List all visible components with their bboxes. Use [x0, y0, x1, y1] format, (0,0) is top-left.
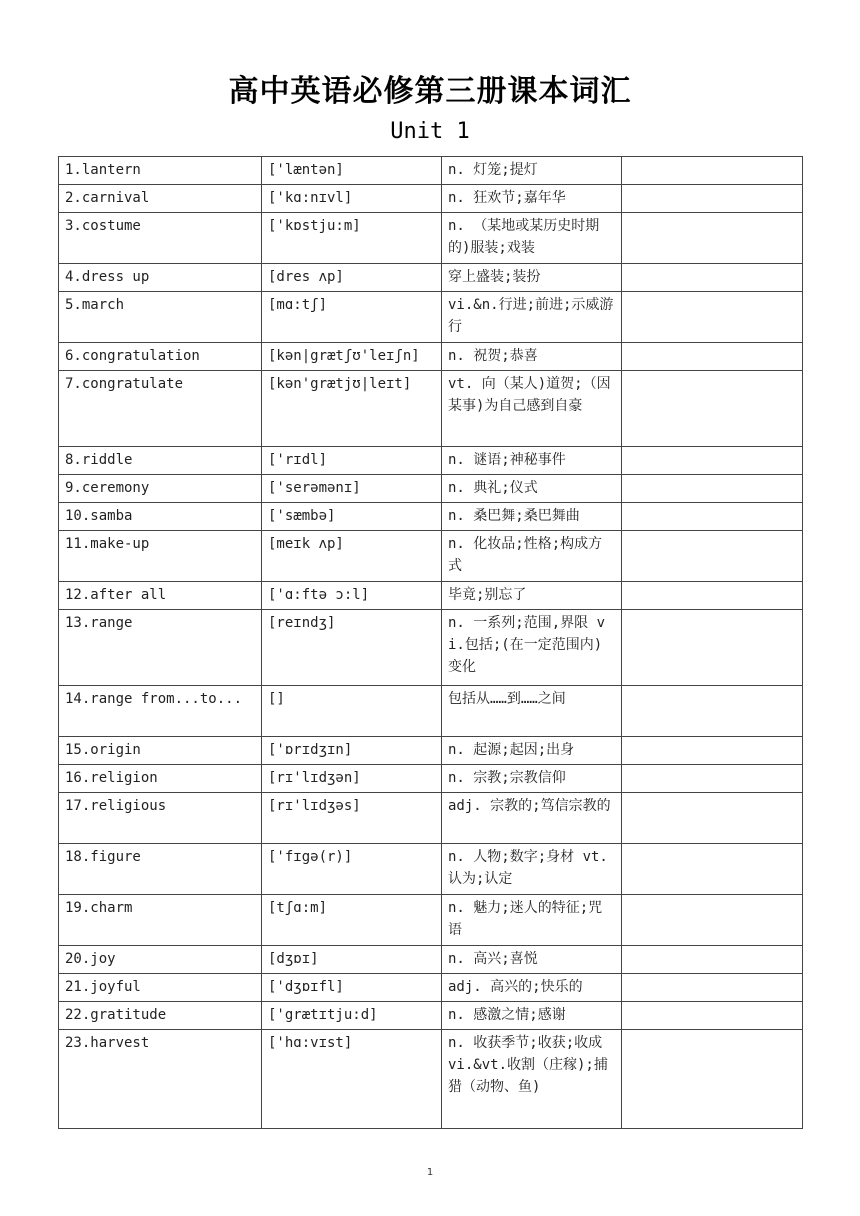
phonetic-cell: [rɪ'lɪdʒəs]	[262, 793, 442, 844]
phonetic-cell: ['kɑ:nɪvl]	[262, 185, 442, 213]
phonetic-cell: ['dʒɒɪfl]	[262, 974, 442, 1002]
word-cell: 21.joyful	[59, 974, 262, 1002]
table-row	[59, 895, 803, 946]
phonetic-cell: ['kɒstju:m]	[262, 213, 442, 264]
word-cell: 17.religious	[59, 793, 262, 844]
meaning-cell: n. 高兴;喜悦	[442, 946, 622, 974]
word-cell: 15.origin	[59, 737, 262, 765]
word-cell: 12.after all	[59, 582, 262, 610]
notes-cell	[622, 1030, 803, 1129]
table-row	[59, 737, 803, 765]
table-row	[59, 844, 803, 895]
phonetic-cell: [rɪ'lɪdʒən]	[262, 765, 442, 793]
phonetic-cell: ['serəmənɪ]	[262, 475, 442, 503]
vocabulary-table-body	[59, 157, 803, 1129]
meaning-cell: n. 灯笼;提灯	[442, 157, 622, 185]
meaning-cell: n. （某地或某历史时期的)服装;戏装	[442, 213, 622, 264]
phonetic-cell: [dres ʌp]	[262, 264, 442, 292]
table-row	[59, 793, 803, 844]
phonetic-cell: ['hɑ:vɪst]	[262, 1030, 442, 1129]
meaning-cell: n. 典礼;仪式	[442, 475, 622, 503]
notes-cell	[622, 946, 803, 974]
table-row	[59, 264, 803, 292]
word-cell: 5.march	[59, 292, 262, 343]
table-row	[59, 292, 803, 343]
notes-cell	[622, 264, 803, 292]
notes-cell	[622, 475, 803, 503]
table-row	[59, 503, 803, 531]
notes-cell	[622, 185, 803, 213]
phonetic-cell: ['grætɪtju:d]	[262, 1002, 442, 1030]
notes-cell	[622, 343, 803, 371]
word-cell: 7.congratulate	[59, 371, 262, 447]
notes-cell	[622, 895, 803, 946]
phonetic-cell: ['ɑ:ftə ɔ:l]	[262, 582, 442, 610]
phonetic-cell: [mɑ:tʃ]	[262, 292, 442, 343]
meaning-cell: n. 起源;起因;出身	[442, 737, 622, 765]
word-cell: 3.costume	[59, 213, 262, 264]
notes-cell	[622, 793, 803, 844]
meaning-cell: n. 人物;数字;身材 vt.认为;认定	[442, 844, 622, 895]
word-cell: 6.congratulation	[59, 343, 262, 371]
meaning-cell: adj. 宗教的;笃信宗教的	[442, 793, 622, 844]
word-cell: 10.samba	[59, 503, 262, 531]
notes-cell	[622, 582, 803, 610]
table-row	[59, 185, 803, 213]
word-cell: 11.make-up	[59, 531, 262, 582]
meaning-cell: 穿上盛装;装扮	[442, 264, 622, 292]
notes-cell	[622, 974, 803, 1002]
phonetic-cell: [tʃɑ:m]	[262, 895, 442, 946]
word-cell: 14.range from...to...	[59, 686, 262, 737]
table-row	[59, 974, 803, 1002]
table-row	[59, 1002, 803, 1030]
table-row	[59, 610, 803, 686]
vocabulary-table	[58, 156, 803, 1129]
word-cell: 18.figure	[59, 844, 262, 895]
word-cell: 13.range	[59, 610, 262, 686]
word-cell: 22.gratitude	[59, 1002, 262, 1030]
meaning-cell: 毕竟;别忘了	[442, 582, 622, 610]
notes-cell	[622, 844, 803, 895]
table-row	[59, 582, 803, 610]
meaning-cell: adj. 高兴的;快乐的	[442, 974, 622, 1002]
notes-cell	[622, 610, 803, 686]
unit-heading: Unit 1	[390, 119, 470, 144]
notes-cell	[622, 503, 803, 531]
page-number: 1	[426, 1167, 434, 1178]
table-row	[59, 371, 803, 447]
meaning-cell: 包括从……到……之间	[442, 686, 622, 737]
notes-cell	[622, 686, 803, 737]
phonetic-cell: ['læntən]	[262, 157, 442, 185]
word-cell: 8.riddle	[59, 447, 262, 475]
notes-cell	[622, 371, 803, 447]
notes-cell	[622, 531, 803, 582]
table-row	[59, 1030, 803, 1129]
table-row	[59, 946, 803, 974]
phonetic-cell: [dʒɒɪ]	[262, 946, 442, 974]
phonetic-cell: [kən|grætʃʊ'leɪʃn]	[262, 343, 442, 371]
word-cell: 19.charm	[59, 895, 262, 946]
word-cell: 9.ceremony	[59, 475, 262, 503]
notes-cell	[622, 765, 803, 793]
meaning-cell: n. 魅力;迷人的特征;咒语	[442, 895, 622, 946]
meaning-cell: vt. 向（某人)道贺;（因某事)为自己感到自豪	[442, 371, 622, 447]
phonetic-cell: ['sæmbə]	[262, 503, 442, 531]
phonetic-cell: [meɪk ʌp]	[262, 531, 442, 582]
phonetic-cell: ['ɒrɪdʒɪn]	[262, 737, 442, 765]
meaning-cell: n. 狂欢节;嘉年华	[442, 185, 622, 213]
notes-cell	[622, 737, 803, 765]
word-cell: 23.harvest	[59, 1030, 262, 1129]
notes-cell	[622, 447, 803, 475]
notes-cell	[622, 213, 803, 264]
table-row	[59, 157, 803, 185]
word-cell: 2.carnival	[59, 185, 262, 213]
word-cell: 16.religion	[59, 765, 262, 793]
phonetic-cell: ['fɪgə(r)]	[262, 844, 442, 895]
table-row	[59, 531, 803, 582]
meaning-cell: n. 收获季节;收获;收成 vi.&vt.收割（庄稼);捕猎（动物、鱼)	[442, 1030, 622, 1129]
notes-cell	[622, 157, 803, 185]
meaning-cell: n. 宗教;宗教信仰	[442, 765, 622, 793]
word-cell: 1.lantern	[59, 157, 262, 185]
meaning-cell: n. 谜语;神秘事件	[442, 447, 622, 475]
meaning-cell: n. 感激之情;感谢	[442, 1002, 622, 1030]
page-title: 高中英语必修第三册课本词汇	[228, 74, 632, 109]
phonetic-cell: []	[262, 686, 442, 737]
phonetic-cell: ['rɪdl]	[262, 447, 442, 475]
notes-cell	[622, 292, 803, 343]
table-row	[59, 475, 803, 503]
meaning-cell: n. 祝贺;恭喜	[442, 343, 622, 371]
meaning-cell: n. 桑巴舞;桑巴舞曲	[442, 503, 622, 531]
table-row	[59, 765, 803, 793]
meaning-cell: vi.&n.行进;前进;示威游行	[442, 292, 622, 343]
word-cell: 20.joy	[59, 946, 262, 974]
table-row	[59, 343, 803, 371]
phonetic-cell: [kən'grætjʊ|leɪt]	[262, 371, 442, 447]
phonetic-cell: [reɪndʒ]	[262, 610, 442, 686]
word-cell: 4.dress up	[59, 264, 262, 292]
table-row	[59, 686, 803, 737]
meaning-cell: n. 化妆品;性格;构成方式	[442, 531, 622, 582]
notes-cell	[622, 1002, 803, 1030]
meaning-cell: n. 一系列;范围,界限 vi.包括;(在一定范围内)变化	[442, 610, 622, 686]
table-row	[59, 447, 803, 475]
table-row	[59, 213, 803, 264]
